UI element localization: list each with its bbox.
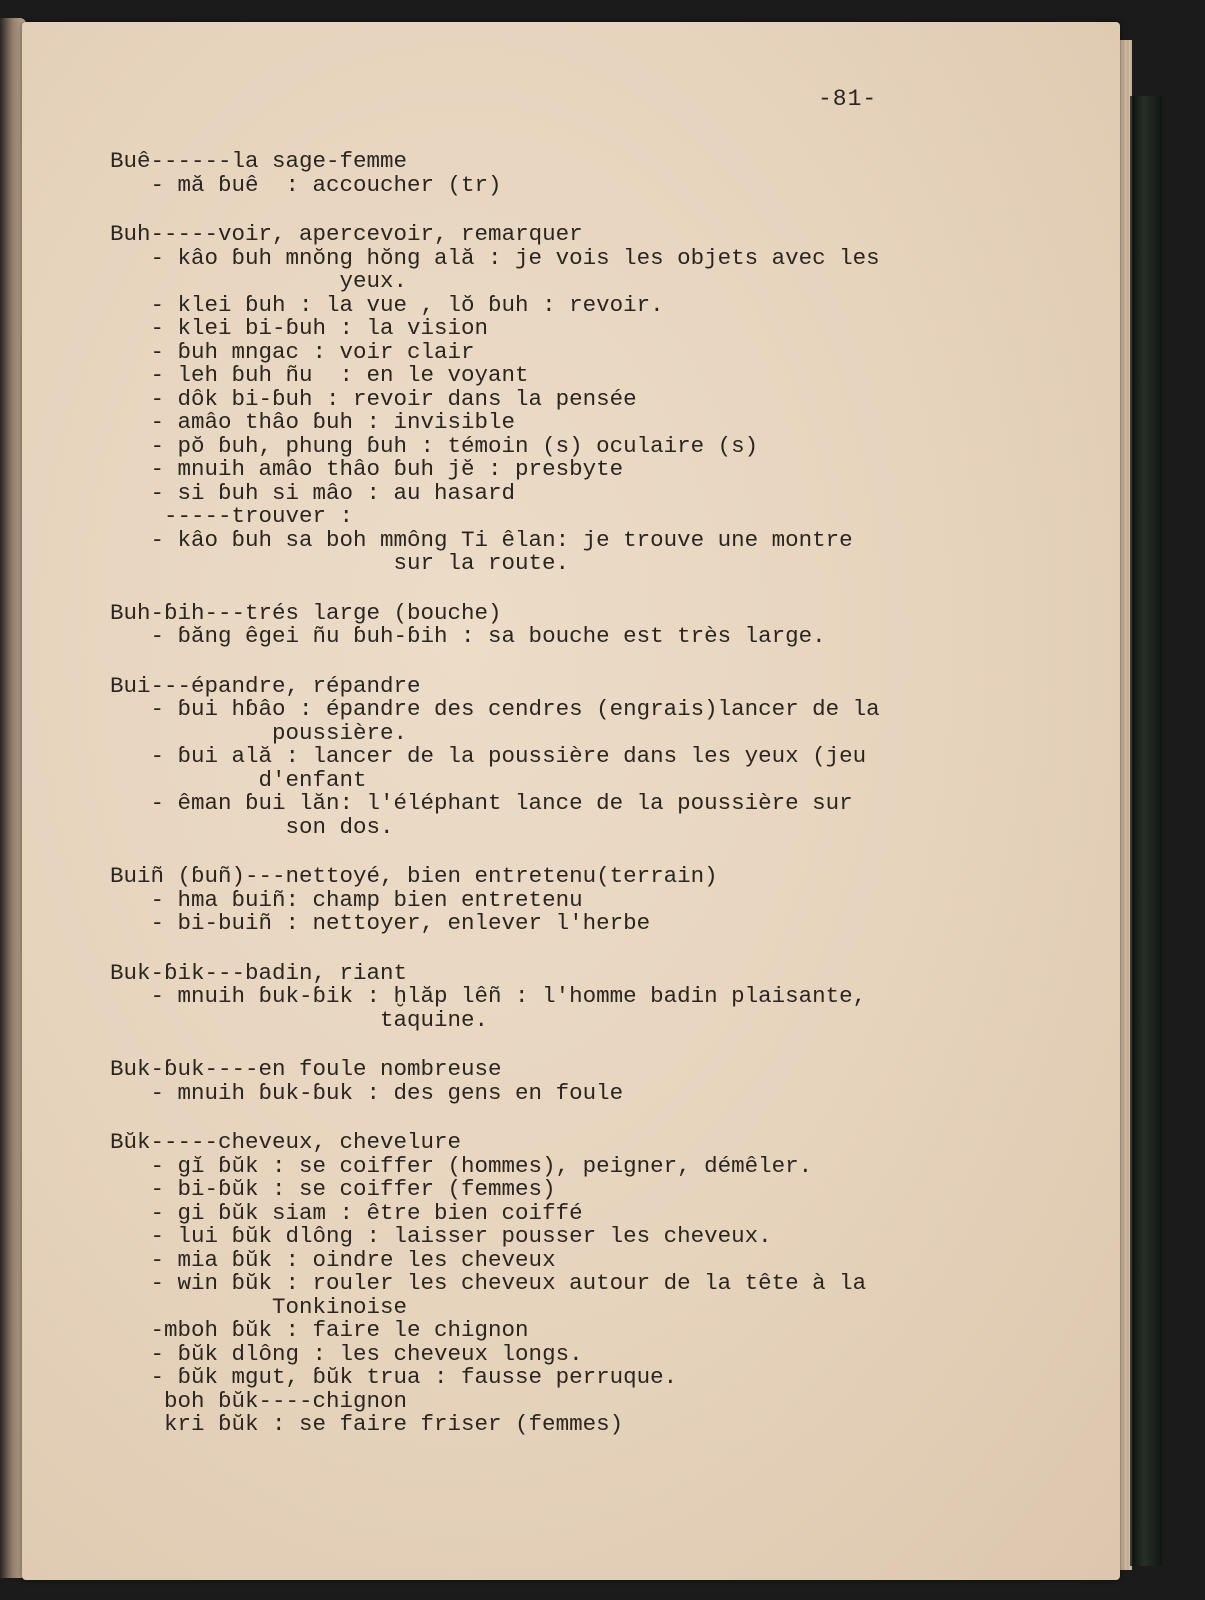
entry-headword-line: Buiñ (ɓuñ)---nettoyé, bien entretenu(terrain) xyxy=(110,863,718,889)
entry-sub-line: - gi ɓŭk siam : être bien coiffé xyxy=(150,1199,583,1226)
dictionary-entry xyxy=(110,1131,1010,1437)
entry-sub-line: - ɓui hɓâo : épandre des cendres (engrais)lancer de la xyxy=(150,696,880,722)
entry-sub-line: d'enfant xyxy=(258,766,367,793)
entry-sub-line: - mnuih ɓuk-ɓik : ḫlăp lêñ : l'homme badin plaisante, xyxy=(150,983,867,1009)
dictionary-entry xyxy=(110,599,1010,649)
entry-sub-line: - bi-ɓŭk : se coiffer (femmes) xyxy=(150,1176,556,1202)
entry-sub-line: boh ɓŭk----chignon xyxy=(164,1387,408,1414)
entry-sub-line: - klei ɓuh : la vue , lŏ ɓuh : revoir. xyxy=(150,291,664,318)
entry-sub-line: -----trouver : xyxy=(164,503,354,529)
entry-sub-line: poussière. xyxy=(272,719,408,746)
entry-sub-line: - mă ɓuê : accoucher (tr) xyxy=(150,171,502,198)
entry-sub-line: Tonkinoise xyxy=(272,1293,408,1320)
dictionary-entry xyxy=(110,672,1010,840)
entry-sub-line: son dos. xyxy=(285,813,394,840)
entry-sub-line: - si ɓuh si mâo : au hasard xyxy=(150,479,516,506)
entry-sub-line: - kâo ɓuh mnŏng hŏng ală : je vois les objets avec les xyxy=(150,244,880,271)
entry-sub-line: - win ɓŭk : rouler les cheveux autour de la tête à la xyxy=(150,1270,867,1296)
entry-headword-line: Buh-ɓih---trés large (bouche) xyxy=(110,599,502,626)
dictionary-entry xyxy=(110,1058,1010,1105)
entry-sub-line: - leh ɓuh ñu : en le voyant xyxy=(150,362,529,388)
dictionary-entry xyxy=(110,150,1010,197)
entry-sub-line: - hma ɓuiñ: champ bien entretenu xyxy=(150,886,583,913)
dictionary-entry xyxy=(110,865,1010,936)
entry-sub-line: - ɓuh mngac : voir clair xyxy=(150,338,475,365)
entry-sub-line: - gĭ ɓŭk : se coiffer (hommes), peigner, démêler. xyxy=(150,1152,813,1179)
entry-sub-line: sur la route. xyxy=(393,550,570,576)
entry-sub-line: - dôk bi-ɓuh : revoir dans la pensée xyxy=(150,385,637,412)
entry-sub-line: -mboh ɓŭk : faire le chignon xyxy=(150,1317,529,1343)
entry-sub-line: kri ɓŭk : se faire friser (femmes) xyxy=(164,1411,624,1437)
entry-sub-line: - mia ɓŭk : oindre les cheveux xyxy=(150,1246,556,1273)
entry-sub-line: - amâo thâo ɓuh : invisible xyxy=(150,409,516,435)
entry-headword-line: Bui---épandre, répandre xyxy=(110,672,421,699)
entry-headword-line: Bŭk-----cheveux, chevelure xyxy=(110,1129,462,1155)
entry-sub-line: taquine. xyxy=(380,1006,489,1033)
entry-sub-line: - lui ɓŭk dlông : laisser pousser les cheveux. xyxy=(150,1223,772,1249)
entry-sub-line: - ɓui ală : lancer de la poussière dans les yeux (jeu xyxy=(150,743,867,769)
entry-sub-line: - mnuih ɓuk-ɓuk : des gens en foule xyxy=(150,1079,624,1106)
entry-headword-line: Buk-ɓuk----en foule nombreuse xyxy=(110,1056,502,1082)
entry-headword-line: Buê------la sage-femme xyxy=(110,148,408,174)
entry-sub-line: - ɓăng êgei ñu ɓuh-ɓih : sa bouche est très large. xyxy=(150,623,826,649)
entry-sub-line: - kâo ɓuh sa boh mmông Ti êlan: je trouve une montre xyxy=(150,526,853,553)
entry-sub-line: yeux. xyxy=(339,268,408,294)
dictionary-entry xyxy=(110,223,1010,576)
entry-sub-line: - mnuih amâo thâo ɓuh jĕ : presbyte xyxy=(150,456,624,482)
entry-sub-line: - pŏ ɓuh, phung ɓuh : témoin (s) oculaire (s) xyxy=(150,432,759,459)
entry-sub-line: - ɓŭk mgut, ɓŭk trua : fausse perruque. xyxy=(150,1364,678,1390)
dictionary-entry xyxy=(110,959,1010,1033)
entry-sub-line: - klei bi-ɓuh : la vision xyxy=(150,315,489,341)
book-cover-edge xyxy=(1130,96,1162,1566)
entry-headword-line: Buk-ɓik---badin, riant xyxy=(110,959,408,986)
dictionary-entries xyxy=(110,150,1010,1463)
page-number: -81- xyxy=(818,86,878,112)
entry-headword-line: Buh-----voir, apercevoir, remarquer xyxy=(110,221,583,247)
entry-sub-line: - bi-buiñ : nettoyer, enlever l'herbe xyxy=(150,910,651,936)
entry-sub-line: - ɓŭk dlông : les cheveux longs. xyxy=(150,1340,583,1367)
entry-sub-line: - êman ɓui lăn: l'éléphant lance de la poussière sur xyxy=(150,790,853,816)
